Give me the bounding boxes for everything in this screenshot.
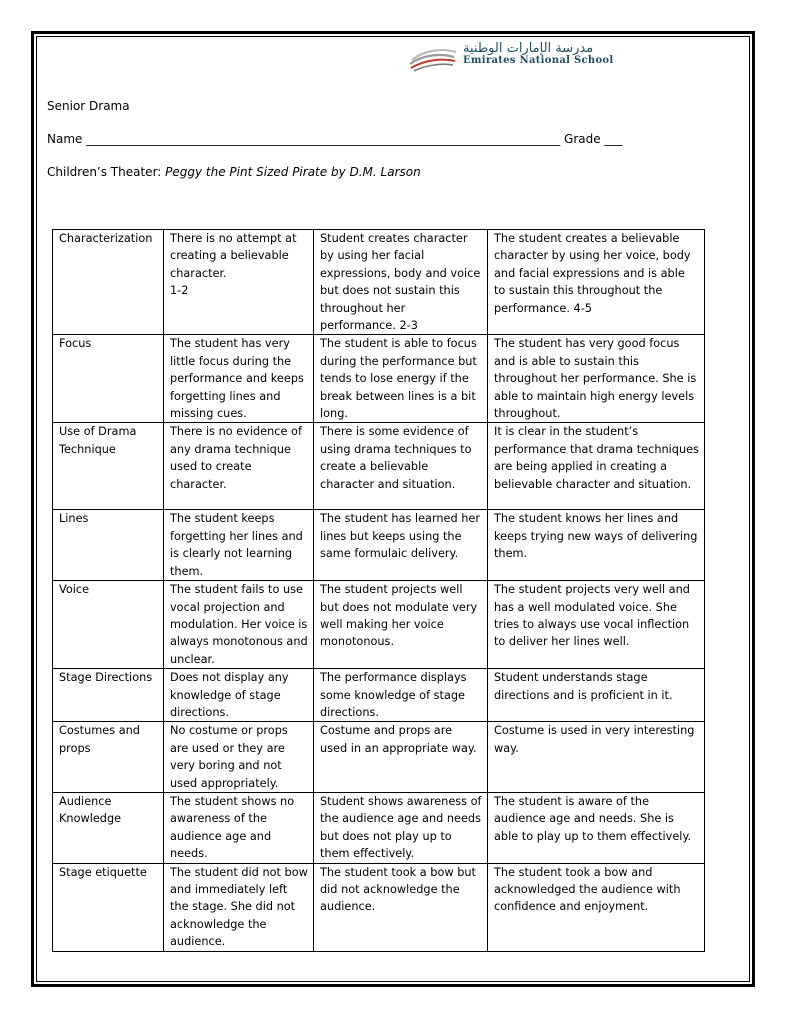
- mid-level-cell: The student projects well but does not modulate very well making her voice monotonous.: [314, 581, 488, 669]
- low-level-cell: The student keeps forgetting her lines and is clearly not learning them.: [164, 510, 314, 581]
- play-line: [47, 165, 421, 179]
- criterion-cell: Audience Knowledge: [53, 792, 164, 863]
- low-level-cell: Does not display any knowledge of stage directions.: [164, 669, 314, 722]
- high-level-cell: Student understands stage directions and is proficient in it.: [488, 669, 705, 722]
- mid-level-cell: The student took a bow but did not acknowledge the audience.: [314, 863, 488, 951]
- drama-rubric-table: [52, 229, 705, 952]
- school-name-arabic: مدرسة الإمارات الوطنية: [463, 41, 594, 56]
- low-level-cell: The student did not bow and immediately left the stage. She did not acknowledge the audience.: [164, 863, 314, 951]
- mid-level-cell: The student is able to focus during the performance but tends to lose energy if the break between lines is a bit long.: [314, 335, 488, 423]
- play-title: Peggy the Pint Sized Pirate by D.M. Larson: [165, 165, 421, 179]
- school-logo: [408, 42, 653, 72]
- name-grade-line: Name _______________________________________________________________________________ Grade ___: [47, 132, 623, 146]
- table-row: [53, 792, 705, 863]
- mid-level-cell: There is some evidence of using drama techniques to create a believable character and situation.: [314, 423, 488, 510]
- course-title: Senior Drama: [47, 99, 130, 113]
- criterion-cell: Costumes and props: [53, 722, 164, 793]
- high-level-cell: The student creates a believable character by using her voice, body and facial expressions and is able to sustain this throughout the performance. 4-5: [488, 230, 705, 335]
- high-level-cell: The student projects very well and has a well modulated voice. She tries to always use vocal inflection to deliver her lines well.: [488, 581, 705, 669]
- low-level-cell: There is no evidence of any drama technique used to create character.: [164, 423, 314, 510]
- criterion-cell: Lines: [53, 510, 164, 581]
- low-level-cell: The student shows no awareness of the audience age and needs.: [164, 792, 314, 863]
- table-row: [53, 230, 705, 335]
- table-row: [53, 669, 705, 722]
- low-level-text: There is no attempt at creating a believable character.: [170, 232, 297, 280]
- school-name-english: Emirates National School: [463, 55, 614, 66]
- criterion-cell: Use of Drama Technique: [53, 423, 164, 510]
- mid-level-cell: The student has learned her lines but keeps using the same formulaic delivery.: [314, 510, 488, 581]
- high-level-cell: It is clear in the student’s performance that drama techniques are being applied in creating a believable character and situation.: [488, 423, 705, 510]
- criterion-cell: Characterization: [53, 230, 164, 335]
- table-row: [53, 423, 705, 510]
- mid-level-cell: Costume and props are used in an appropriate way.: [314, 722, 488, 793]
- criterion-cell: Stage etiquette: [53, 863, 164, 951]
- table-row: [53, 722, 705, 793]
- swoosh-emblem-icon: [408, 46, 460, 72]
- high-level-cell: The student is aware of the audience age and needs. She is able to play up to them effectively.: [488, 792, 705, 863]
- mid-level-cell: Student creates character by using her facial expressions, body and voice but does not sustain this throughout her performance. 2-3: [314, 230, 488, 335]
- table-row: [53, 581, 705, 669]
- high-level-cell: The student took a bow and acknowledged the audience with confidence and enjoyment.: [488, 863, 705, 951]
- high-level-cell: The student knows her lines and keeps trying new ways of delivering them.: [488, 510, 705, 581]
- low-level-score: 1-2: [170, 284, 189, 298]
- table-row: [53, 863, 705, 951]
- high-level-cell: Costume is used in very interesting way.: [488, 722, 705, 793]
- mid-level-cell: The performance displays some knowledge of stage directions.: [314, 669, 488, 722]
- table-row: [53, 510, 705, 581]
- play-prefix: Children’s Theater:: [47, 165, 166, 179]
- low-level-cell: The student has very little focus during the performance and keeps forgetting lines and missing cues.: [164, 335, 314, 423]
- low-level-cell: The student fails to use vocal projection and modulation. Her voice is always monotonous and unclear.: [164, 581, 314, 669]
- low-level-cell: No costume or props are used or they are very boring and not used appropriately.: [164, 722, 314, 793]
- high-level-cell: The student has very good focus and is able to sustain this throughout her performance. She is able to maintain high energy levels throughout.: [488, 335, 705, 423]
- table-row: [53, 335, 705, 423]
- criterion-cell: Focus: [53, 335, 164, 423]
- low-level-cell: [164, 230, 314, 335]
- mid-level-cell: Student shows awareness of the audience age and needs but does not play up to them effectively.: [314, 792, 488, 863]
- criterion-cell: Stage Directions: [53, 669, 164, 722]
- criterion-cell: Voice: [53, 581, 164, 669]
